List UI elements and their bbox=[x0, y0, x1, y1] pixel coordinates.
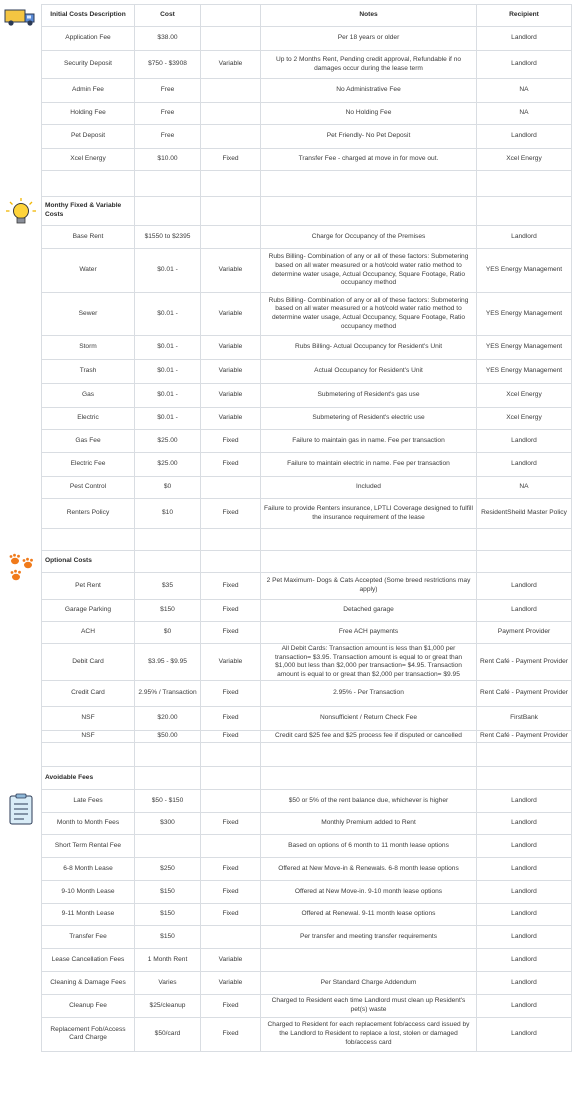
table-row bbox=[42, 903, 572, 925]
cell-recipient: Rent Café - Payment Provider bbox=[477, 644, 572, 681]
table-row bbox=[42, 789, 572, 812]
cell-cost: $0 bbox=[135, 477, 201, 499]
cell-cost: $25.00 bbox=[135, 430, 201, 453]
cell-cost: $0.01 - bbox=[135, 360, 201, 384]
cell-recipient: Landlord bbox=[477, 430, 572, 453]
cell-type: Variable bbox=[201, 971, 261, 994]
cell-description: 9-11 Month Lease bbox=[42, 903, 135, 925]
header-type bbox=[201, 5, 261, 27]
table-row bbox=[42, 707, 572, 731]
cell-description: Storm bbox=[42, 336, 135, 360]
cell-description: Credit Card bbox=[42, 681, 135, 707]
cell-notes bbox=[261, 948, 477, 971]
cell-description: Electric bbox=[42, 408, 135, 430]
cell-recipient: Landlord bbox=[477, 812, 572, 834]
cell-cost: $25.00 bbox=[135, 453, 201, 477]
cell-notes: Credit card $25 fee and $25 process fee if disputed or cancelled bbox=[261, 731, 477, 743]
table-row bbox=[42, 834, 572, 857]
cell-notes: Offered at New Move-in & Renewals. 6-8 month lease options bbox=[261, 857, 477, 880]
cell-type: Fixed bbox=[201, 707, 261, 731]
cell-description: NSF bbox=[42, 731, 135, 743]
cell-cost: Varies bbox=[135, 971, 201, 994]
empty-cell bbox=[201, 529, 261, 551]
cell-type: Variable bbox=[201, 360, 261, 384]
cell-description: Cleaning & Damage Fees bbox=[42, 971, 135, 994]
table-row bbox=[42, 681, 572, 707]
empty-cell bbox=[261, 742, 477, 766]
cell-type: Fixed bbox=[201, 600, 261, 622]
cell-type: Fixed bbox=[201, 681, 261, 707]
cell-recipient: NA bbox=[477, 477, 572, 499]
cell-recipient: NA bbox=[477, 79, 572, 103]
empty-cell bbox=[201, 197, 261, 226]
table-row bbox=[42, 430, 572, 453]
cell-cost: $50.00 bbox=[135, 731, 201, 743]
cell-type bbox=[201, 477, 261, 499]
cell-recipient: Landlord bbox=[477, 971, 572, 994]
cell-recipient: Xcel Energy bbox=[477, 384, 572, 408]
cell-description: Trash bbox=[42, 360, 135, 384]
cell-type: Fixed bbox=[201, 622, 261, 644]
empty-cell bbox=[201, 766, 261, 789]
empty-cell bbox=[261, 197, 477, 226]
table-row bbox=[42, 971, 572, 994]
section-header-row bbox=[42, 551, 572, 573]
cell-recipient: Landlord bbox=[477, 125, 572, 149]
cell-notes: Per transfer and meeting transfer requirements bbox=[261, 925, 477, 948]
cell-description: ACH bbox=[42, 622, 135, 644]
cell-description: Replacement Fob/Access Card Charge bbox=[42, 1017, 135, 1051]
cell-type: Fixed bbox=[201, 994, 261, 1017]
table-row bbox=[42, 499, 572, 529]
cell-type: Variable bbox=[201, 384, 261, 408]
cell-type: Fixed bbox=[201, 453, 261, 477]
cell-recipient: Landlord bbox=[477, 573, 572, 600]
header-notes: Notes bbox=[261, 5, 477, 27]
cell-description: Holding Fee bbox=[42, 103, 135, 125]
cell-recipient: ResidentSheild Master Policy bbox=[477, 499, 572, 529]
cell-cost: $10.00 bbox=[135, 149, 201, 171]
cell-recipient: Landlord bbox=[477, 1017, 572, 1051]
cell-notes: Per 18 years or older bbox=[261, 27, 477, 51]
cell-type: Fixed bbox=[201, 731, 261, 743]
empty-cell bbox=[261, 529, 477, 551]
table-row bbox=[42, 79, 572, 103]
table-row bbox=[42, 880, 572, 903]
cell-description: 6-8 Month Lease bbox=[42, 857, 135, 880]
table-row bbox=[42, 812, 572, 834]
cell-description: Late Fees bbox=[42, 789, 135, 812]
table-row bbox=[42, 249, 572, 293]
cell-cost: $50/card bbox=[135, 1017, 201, 1051]
section-title: Monthy Fixed & Variable Costs bbox=[42, 197, 135, 226]
empty-cell bbox=[42, 171, 135, 197]
cell-description: Garage Parking bbox=[42, 600, 135, 622]
table-row bbox=[42, 644, 572, 681]
table-row bbox=[42, 384, 572, 408]
cell-type: Fixed bbox=[201, 499, 261, 529]
table-row bbox=[42, 360, 572, 384]
cell-recipient: Landlord bbox=[477, 226, 572, 249]
cell-notes: $50 or 5% of the rent balance due, whichever is higher bbox=[261, 789, 477, 812]
cell-notes: Actual Occupancy for Resident's Unit bbox=[261, 360, 477, 384]
spacer-row bbox=[42, 171, 572, 197]
cell-recipient: Landlord bbox=[477, 925, 572, 948]
cell-type bbox=[201, 103, 261, 125]
cell-description: Sewer bbox=[42, 293, 135, 336]
header-cost: Cost bbox=[135, 5, 201, 27]
cell-notes: Failure to provide Renters insurance, LPTLI Coverage designed to fulfill the insurance requirement of the lease bbox=[261, 499, 477, 529]
cell-recipient: Landlord bbox=[477, 834, 572, 857]
cell-notes: Charged to Resident each time Landlord must clean up Resident's pet(s) waste bbox=[261, 994, 477, 1017]
cell-recipient: Landlord bbox=[477, 948, 572, 971]
cell-recipient: Xcel Energy bbox=[477, 149, 572, 171]
cell-recipient: Payment Provider bbox=[477, 622, 572, 644]
cell-recipient: Xcel Energy bbox=[477, 408, 572, 430]
header-description: Initial Costs Description bbox=[42, 5, 135, 27]
section-header-row bbox=[42, 197, 572, 226]
cell-type: Fixed bbox=[201, 857, 261, 880]
table-row bbox=[42, 477, 572, 499]
header-recipient: Recipient bbox=[477, 5, 572, 27]
cell-notes: Free ACH payments bbox=[261, 622, 477, 644]
cell-description: NSF bbox=[42, 707, 135, 731]
cell-description: Electric Fee bbox=[42, 453, 135, 477]
table-row bbox=[42, 948, 572, 971]
cell-cost: $150 bbox=[135, 880, 201, 903]
cell-cost: 2.95% / Transaction bbox=[135, 681, 201, 707]
empty-cell bbox=[135, 742, 201, 766]
cell-recipient: YES Energy Management bbox=[477, 249, 572, 293]
empty-cell bbox=[261, 766, 477, 789]
cell-recipient: NA bbox=[477, 103, 572, 125]
cell-recipient: Landlord bbox=[477, 903, 572, 925]
empty-cell bbox=[135, 197, 201, 226]
cell-notes: Nonsufficient / Return Check Fee bbox=[261, 707, 477, 731]
cell-cost: $300 bbox=[135, 812, 201, 834]
empty-cell bbox=[201, 171, 261, 197]
empty-cell bbox=[477, 197, 572, 226]
cell-cost: $0.01 - bbox=[135, 249, 201, 293]
cell-notes: Rubs Billing- Combination of any or all of these factors: Submetering based on all water measured or a hot/cold water ratio method to determine water usage, Actual Occupancy, Square Footage, Ratio occupancy method bbox=[261, 249, 477, 293]
cell-type bbox=[201, 125, 261, 149]
cell-type: Variable bbox=[201, 51, 261, 79]
cell-type: Variable bbox=[201, 336, 261, 360]
cell-notes: Transfer Fee - charged at move in for move out. bbox=[261, 149, 477, 171]
cell-type bbox=[201, 789, 261, 812]
cell-notes: Monthly Premium added to Rent bbox=[261, 812, 477, 834]
cell-recipient: Landlord bbox=[477, 994, 572, 1017]
cell-type: Variable bbox=[201, 293, 261, 336]
cell-cost: $150 bbox=[135, 925, 201, 948]
cell-recipient: Landlord bbox=[477, 857, 572, 880]
spacer-row bbox=[42, 529, 572, 551]
cell-notes: Failure to maintain gas in name. Fee per transaction bbox=[261, 430, 477, 453]
section-title: Optional Costs bbox=[42, 551, 135, 573]
cell-type bbox=[201, 834, 261, 857]
cost-table-body bbox=[42, 5, 572, 1052]
cell-recipient: Landlord bbox=[477, 880, 572, 903]
clipboard-icon bbox=[4, 792, 38, 826]
cell-notes: Per Standard Charge Addendum bbox=[261, 971, 477, 994]
cell-cost: $0.01 - bbox=[135, 293, 201, 336]
cell-notes: Submetering of Resident's electric use bbox=[261, 408, 477, 430]
table-row bbox=[42, 125, 572, 149]
cell-description: Renters Policy bbox=[42, 499, 135, 529]
table-row bbox=[42, 226, 572, 249]
cell-description: 9-10 Month Lease bbox=[42, 880, 135, 903]
table-row bbox=[42, 857, 572, 880]
section-title: Avoidable Fees bbox=[42, 766, 135, 789]
table-row bbox=[42, 1017, 572, 1051]
cell-notes: Detached garage bbox=[261, 600, 477, 622]
cell-notes: Offered at New Move-in. 9-10 month lease options bbox=[261, 880, 477, 903]
table-row bbox=[42, 103, 572, 125]
cell-description: Pet Deposit bbox=[42, 125, 135, 149]
empty-cell bbox=[135, 529, 201, 551]
cell-notes: Submetering of Resident's gas use bbox=[261, 384, 477, 408]
empty-cell bbox=[477, 766, 572, 789]
empty-cell bbox=[261, 551, 477, 573]
cell-notes: Charged to Resident for each replacement fob/access card issued by the Landlord to Resident to replace a lost, stolen or damaged fob/access card bbox=[261, 1017, 477, 1051]
cell-recipient: YES Energy Management bbox=[477, 360, 572, 384]
cell-cost: $1550 to $2395 bbox=[135, 226, 201, 249]
cell-recipient: Landlord bbox=[477, 789, 572, 812]
cell-type: Fixed bbox=[201, 1017, 261, 1051]
cell-recipient: Landlord bbox=[477, 600, 572, 622]
table-row bbox=[42, 573, 572, 600]
cell-notes: Offered at Renewal. 9-11 month lease options bbox=[261, 903, 477, 925]
cell-description: Debit Card bbox=[42, 644, 135, 681]
spacer-row bbox=[42, 742, 572, 766]
cell-type: Variable bbox=[201, 644, 261, 681]
cell-type: Fixed bbox=[201, 880, 261, 903]
cell-cost: $38.00 bbox=[135, 27, 201, 51]
paw-prints-icon bbox=[4, 553, 38, 583]
empty-cell bbox=[42, 529, 135, 551]
cell-notes: All Debit Cards: Transaction amount is less than $1,000 per transaction= $3.95. Transaction amount is equal to or great than $1,000 but less than $2,000 per transaction= $4.95. Transaction amount is equal to or great than $2,000 per transaction= $9.95 bbox=[261, 644, 477, 681]
empty-cell bbox=[135, 766, 201, 789]
cell-notes: Included bbox=[261, 477, 477, 499]
cell-cost: $750 - $3908 bbox=[135, 51, 201, 79]
cell-description: Month to Month Fees bbox=[42, 812, 135, 834]
table-row bbox=[42, 408, 572, 430]
cell-cost: $0.01 - bbox=[135, 336, 201, 360]
cell-notes: Pet Friendly- No Pet Deposit bbox=[261, 125, 477, 149]
cell-recipient: Landlord bbox=[477, 27, 572, 51]
empty-cell bbox=[477, 551, 572, 573]
cell-type bbox=[201, 226, 261, 249]
cell-recipient: YES Energy Management bbox=[477, 336, 572, 360]
table-row bbox=[42, 622, 572, 644]
cell-description: Gas bbox=[42, 384, 135, 408]
cell-description: Water bbox=[42, 249, 135, 293]
cell-description: Gas Fee bbox=[42, 430, 135, 453]
cell-type: Fixed bbox=[201, 903, 261, 925]
table-header bbox=[42, 5, 572, 27]
cell-recipient: FirstBank bbox=[477, 707, 572, 731]
cell-notes: 2 Pet Maximum- Dogs & Cats Accepted (Some breed restrictions may apply) bbox=[261, 573, 477, 600]
cell-cost: Free bbox=[135, 125, 201, 149]
cell-recipient: Landlord bbox=[477, 453, 572, 477]
cell-cost: $0.01 - bbox=[135, 408, 201, 430]
cell-cost: $35 bbox=[135, 573, 201, 600]
cell-recipient: Landlord bbox=[477, 51, 572, 79]
cell-description: Xcel Energy bbox=[42, 149, 135, 171]
cell-type bbox=[201, 925, 261, 948]
cell-cost: $10 bbox=[135, 499, 201, 529]
cell-description: Transfer Fee bbox=[42, 925, 135, 948]
cell-cost: $150 bbox=[135, 600, 201, 622]
cell-description: Pest Control bbox=[42, 477, 135, 499]
cell-cost: $250 bbox=[135, 857, 201, 880]
empty-cell bbox=[42, 742, 135, 766]
cell-notes: Charge for Occupancy of the Premises bbox=[261, 226, 477, 249]
cell-description: Application Fee bbox=[42, 27, 135, 51]
empty-cell bbox=[135, 171, 201, 197]
cell-cost: $150 bbox=[135, 903, 201, 925]
cell-description: Security Deposit bbox=[42, 51, 135, 79]
empty-cell bbox=[201, 551, 261, 573]
cell-cost: Free bbox=[135, 79, 201, 103]
cell-recipient: YES Energy Management bbox=[477, 293, 572, 336]
cell-type: Fixed bbox=[201, 812, 261, 834]
table-row bbox=[42, 149, 572, 171]
table-row bbox=[42, 336, 572, 360]
cell-notes: Up to 2 Months Rent, Pending credit approval, Refundable if no damages occur during the lease term bbox=[261, 51, 477, 79]
cell-cost: $20.00 bbox=[135, 707, 201, 731]
cell-notes: No Administrative Fee bbox=[261, 79, 477, 103]
cell-type bbox=[201, 79, 261, 103]
truck-icon bbox=[4, 7, 38, 27]
cell-cost: $25/cleanup bbox=[135, 994, 201, 1017]
cell-notes: Rubs Billing- Combination of any or all of these factors: Submetering based on all water measured or a hot/cold water ratio method to determine water usage, Actual Occupancy, Square Footage, Ratio occupancy method bbox=[261, 293, 477, 336]
table-row bbox=[42, 600, 572, 622]
empty-cell bbox=[477, 742, 572, 766]
cell-cost: 1 Month Rent bbox=[135, 948, 201, 971]
cell-notes: No Holding Fee bbox=[261, 103, 477, 125]
cell-cost: $0.01 - bbox=[135, 384, 201, 408]
cell-type bbox=[201, 27, 261, 51]
cell-recipient: Rent Café - Payment Provider bbox=[477, 681, 572, 707]
table-row bbox=[42, 453, 572, 477]
cell-notes: Based on options of 6 month to 11 month lease options bbox=[261, 834, 477, 857]
cell-type: Fixed bbox=[201, 149, 261, 171]
table-row bbox=[42, 27, 572, 51]
cell-description: Admin Fee bbox=[42, 79, 135, 103]
cell-description: Short Term Rental Fee bbox=[42, 834, 135, 857]
cell-cost bbox=[135, 834, 201, 857]
lightbulb-icon bbox=[4, 197, 38, 227]
empty-cell bbox=[135, 551, 201, 573]
cell-description: Cleanup Fee bbox=[42, 994, 135, 1017]
cell-type: Fixed bbox=[201, 573, 261, 600]
empty-cell bbox=[261, 171, 477, 197]
cell-description: Pet Rent bbox=[42, 573, 135, 600]
cell-type: Variable bbox=[201, 249, 261, 293]
empty-cell bbox=[477, 529, 572, 551]
cost-table bbox=[41, 4, 572, 1052]
cell-notes: 2.95% - Per Transaction bbox=[261, 681, 477, 707]
cell-notes: Rubs Billing- Actual Occupancy for Resident's Unit bbox=[261, 336, 477, 360]
cell-cost: $3.95 - $9.95 bbox=[135, 644, 201, 681]
cell-cost: $50 - $150 bbox=[135, 789, 201, 812]
cell-type: Variable bbox=[201, 948, 261, 971]
cell-notes: Failure to maintain electric in name. Fee per transaction bbox=[261, 453, 477, 477]
table-row bbox=[42, 925, 572, 948]
empty-cell bbox=[201, 742, 261, 766]
cell-recipient: Rent Café - Payment Provider bbox=[477, 731, 572, 743]
table-row bbox=[42, 731, 572, 743]
empty-cell bbox=[477, 171, 572, 197]
table-row bbox=[42, 51, 572, 79]
cell-description: Lease Cancellation Fees bbox=[42, 948, 135, 971]
cell-type: Variable bbox=[201, 408, 261, 430]
cell-cost: Free bbox=[135, 103, 201, 125]
cell-type: Fixed bbox=[201, 430, 261, 453]
cell-description: Base Rent bbox=[42, 226, 135, 249]
table-row bbox=[42, 994, 572, 1017]
table-row bbox=[42, 293, 572, 336]
section-header-row bbox=[42, 766, 572, 789]
cell-cost: $0 bbox=[135, 622, 201, 644]
